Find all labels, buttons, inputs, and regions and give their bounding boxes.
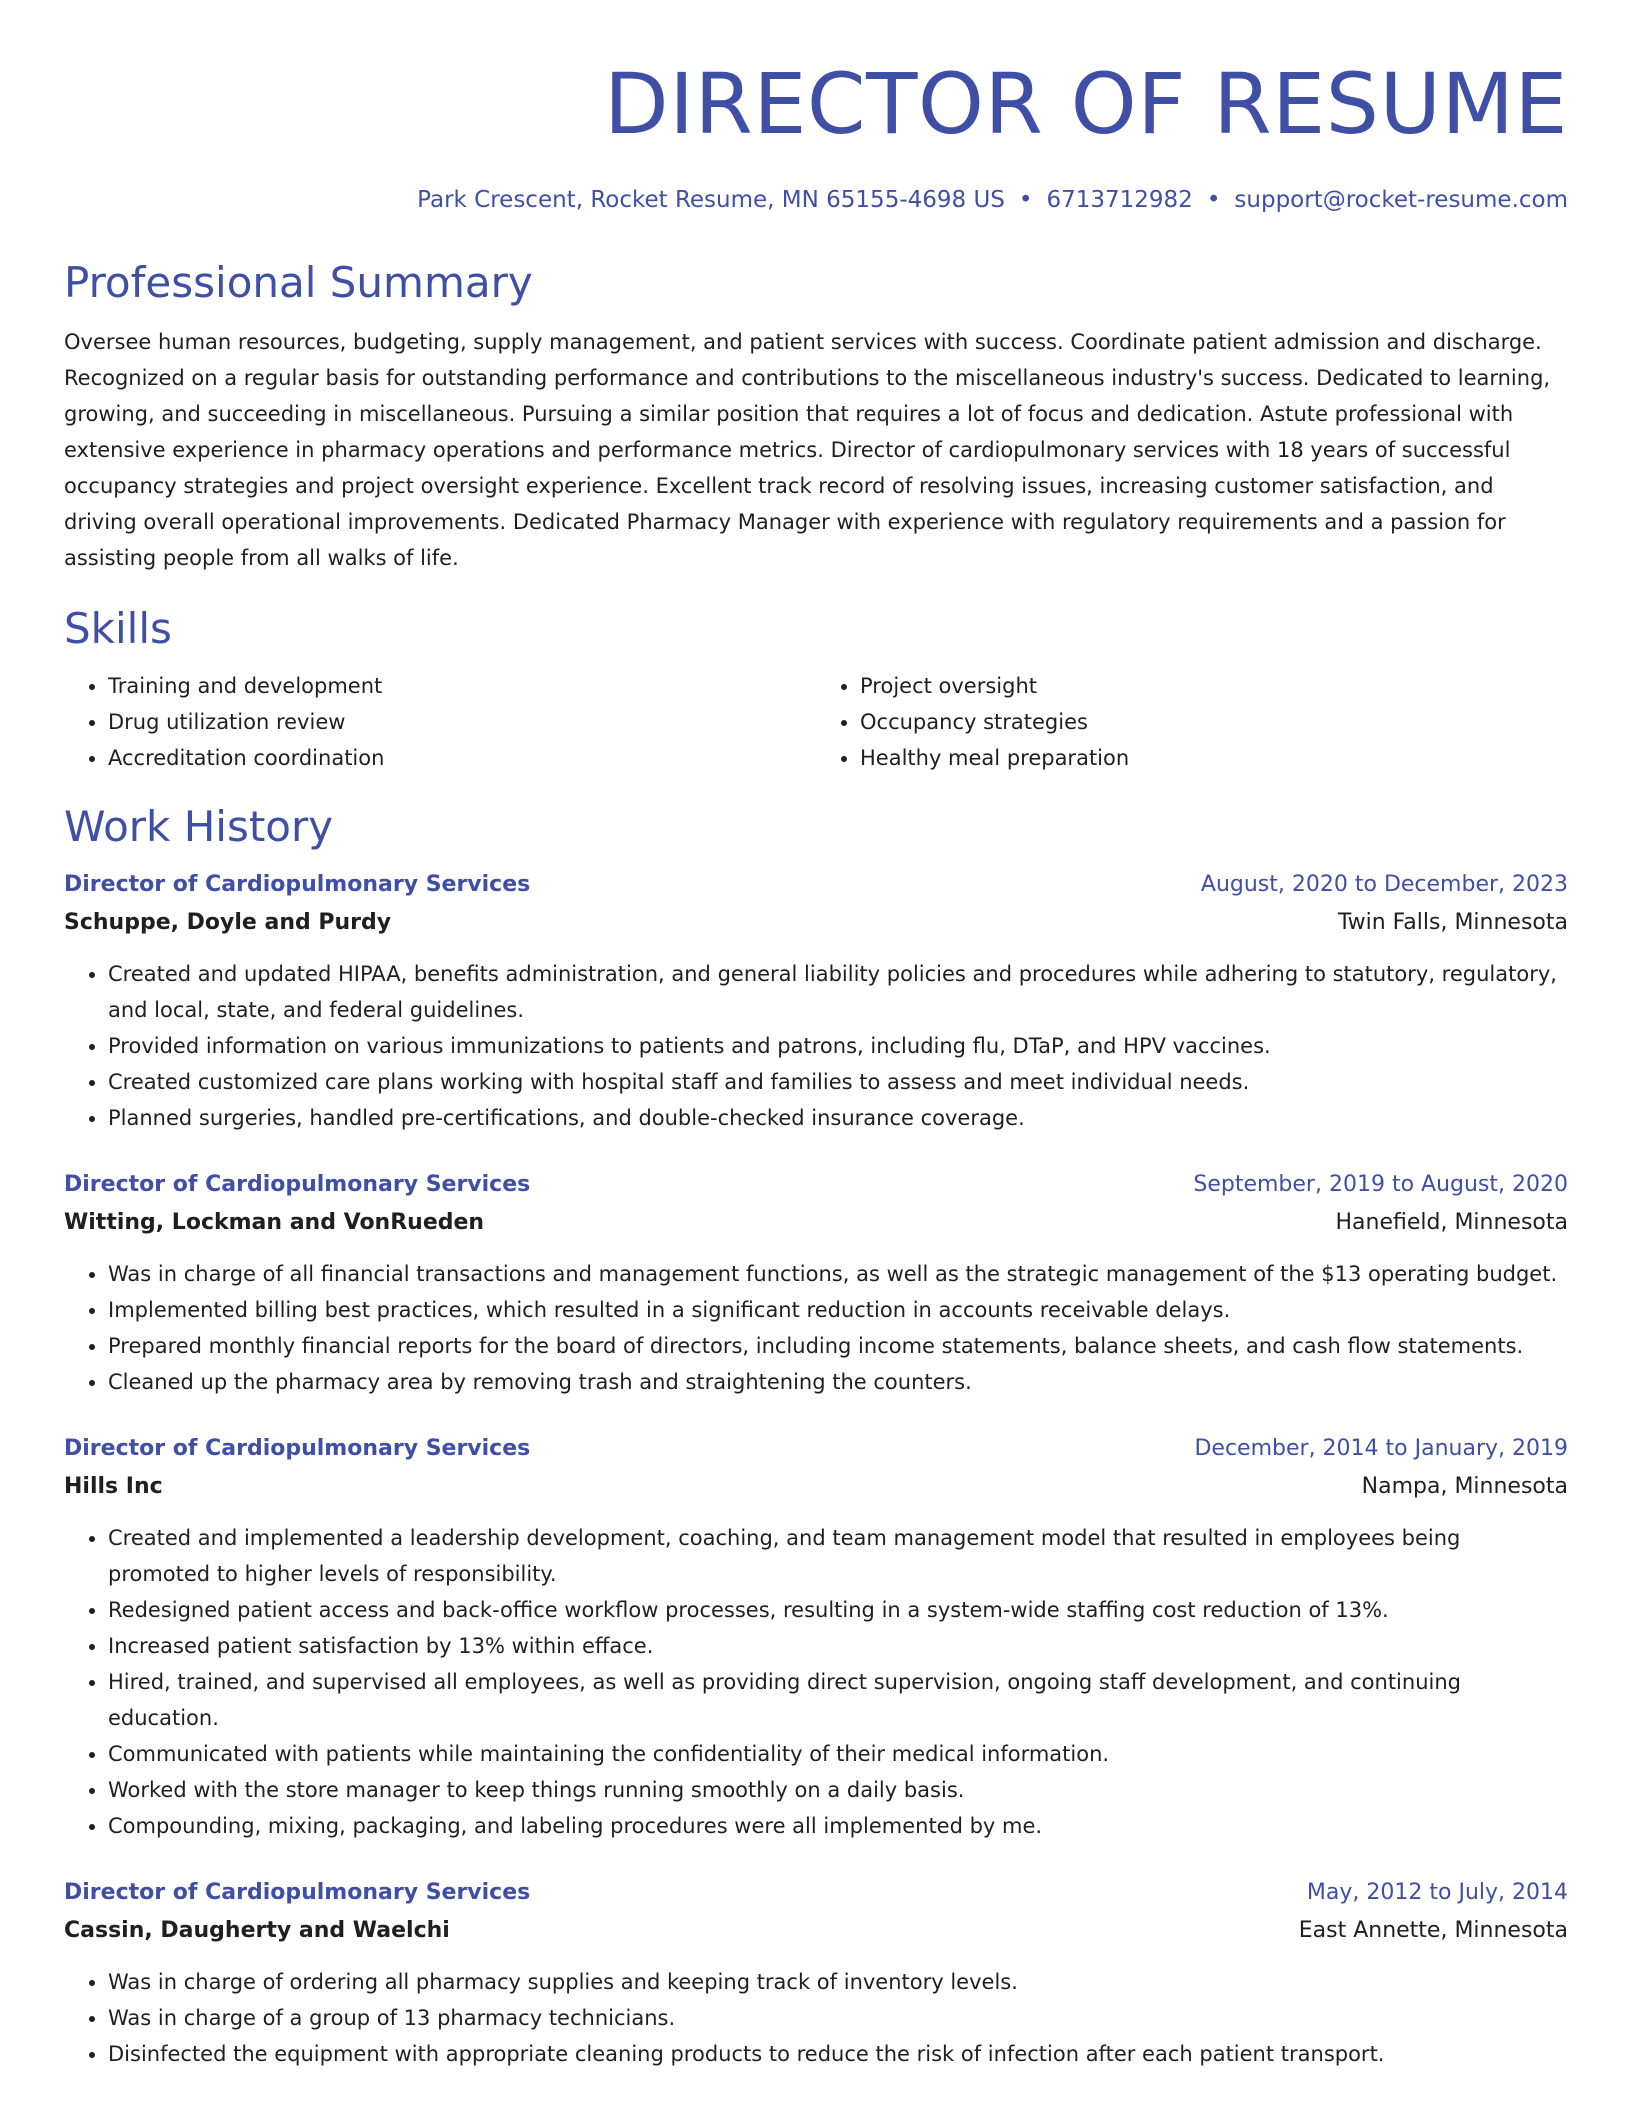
job-company-row: [64, 1912, 1568, 1950]
job-header: [64, 1166, 1568, 1204]
job-header: [64, 1874, 1568, 1912]
job-company: Hills Inc: [64, 1474, 163, 1499]
job-bullets: [64, 1256, 1568, 1400]
job-company-row: [64, 1204, 1568, 1242]
job-bullet: • Increased patient satisfaction by 13% within efface.: [108, 1628, 1568, 1664]
job-bullet: • Provided information on various immunizations to patients and patrons, including flu, DTaP, and HPV vaccines.: [108, 1028, 1568, 1064]
job-bullet: • Worked with the store manager to keep things running smoothly on a daily basis.: [108, 1772, 1568, 1808]
job-company: Schuppe, Doyle and Purdy: [64, 910, 392, 935]
job-bullet: • Disinfected the equipment with appropriate cleaning products to reduce the risk of infection after each patient transport.: [108, 2036, 1568, 2072]
job-location: Nampa, Minnesota: [1361, 1474, 1568, 1499]
job-title: Director of Cardiopulmonary Services: [64, 1436, 531, 1461]
job-bullet: • Planned surgeries, handled pre-certifications, and double-checked insurance coverage.: [108, 1100, 1568, 1136]
job-bullet: • Was in charge of ordering all pharmacy supplies and keeping track of inventory levels.: [108, 1964, 1568, 2000]
job-location: East Annette, Minnesota: [1298, 1918, 1568, 1943]
job-bullets: [64, 1964, 1568, 2072]
job-company-row: [64, 1468, 1568, 1506]
summary-text: Oversee human resources, budgeting, supply management, and patient services with success. Coordinate patient admission and discharge. Recognized on a regular basis for outstanding performance and contributions to the miscellaneous industry's success. Dedicated to learning, growing, and succeeding in miscellaneous. Pursuing a similar position that requires a lot of focus and dedication. Astute professional with extensive experience in pharmacy operations and performance metrics. Director of cardiopulmonary services with 18 years of successful occupancy strategies and project oversight experience. Excellent track record of resolving issues, increasing customer satisfaction, and driving overall operational improvements. Dedicated Pharmacy Manager with experience with regulatory requirements and a passion for assisting people from all walks of life.: [64, 330, 1551, 570]
job-bullet: • Was in charge of a group of 13 pharmacy technicians.: [108, 2000, 1568, 2036]
job-company: Witting, Lockman and VonRueden: [64, 1210, 485, 1235]
job-bullet: • Cleaned up the pharmacy area by removing trash and straightening the counters.: [108, 1364, 1568, 1400]
contact-line: [64, 185, 1568, 215]
job-bullet: • Created customized care plans working with hospital staff and families to assess and meet individual needs.: [108, 1064, 1568, 1100]
job-bullets: [64, 1520, 1568, 1844]
skill-item: • Occupancy strategies: [860, 704, 1568, 740]
job-header: [64, 1430, 1568, 1468]
skill-item: • Project oversight: [860, 668, 1568, 704]
job-bullet: • Hired, trained, and supervised all employees, as well as providing direct supervision, ongoing staff development, and continuing education.: [108, 1664, 1568, 1736]
resume-name: DIRECTOR OF RESUME: [604, 55, 1568, 153]
job-bullet: • Created and updated HIPAA, benefits administration, and general liability policies and procedures while adhering to statutory, regulatory, and local, state, and federal guidelines.: [108, 956, 1568, 1028]
skills-heading: Skills: [64, 604, 172, 653]
job-title: Director of Cardiopulmonary Services: [64, 872, 531, 897]
skills-column-right: [816, 668, 1568, 776]
summary-heading: Professional Summary: [64, 258, 533, 307]
job-header: [64, 866, 1568, 904]
job-dates: August, 2020 to December, 2023: [1200, 872, 1568, 897]
contact-phone: 6713712982: [1046, 187, 1193, 213]
skills-column-left: [64, 668, 816, 776]
job-entry: [64, 866, 1568, 1136]
job-bullet: • Compounding, mixing, packaging, and labeling procedures were all implemented by me.: [108, 1808, 1568, 1844]
job-dates: December, 2014 to January, 2019: [1194, 1436, 1568, 1461]
job-bullets: [64, 956, 1568, 1136]
job-bullet: • Created and implemented a leadership development, coaching, and team management model that resulted in employees being promoted to higher levels of responsibility.: [108, 1520, 1568, 1592]
job-bullet: • Prepared monthly financial reports for the board of directors, including income statements, balance sheets, and cash flow statements.: [108, 1328, 1568, 1364]
skill-item: • Accreditation coordination: [108, 740, 816, 776]
job-bullet: • Communicated with patients while maintaining the confidentiality of their medical information.: [108, 1736, 1568, 1772]
job-title: Director of Cardiopulmonary Services: [64, 1880, 531, 1905]
contact-email[interactable]: support@rocket-resume.com: [1234, 187, 1568, 213]
job-bullet: • Implemented billing best practices, which resulted in a significant reduction in accounts receivable delays.: [108, 1292, 1568, 1328]
job-company: Cassin, Daugherty and Waelchi: [64, 1918, 450, 1943]
job-bullet: • Was in charge of all financial transactions and management functions, as well as the strategic management of the $13 operating budget.: [108, 1256, 1568, 1292]
skill-item: • Drug utilization review: [108, 704, 816, 740]
skills-list: [64, 668, 1568, 776]
job-bullet: • Redesigned patient access and back-office workflow processes, resulting in a system-wide staffing cost reduction of 13%.: [108, 1592, 1568, 1628]
job-location: Hanefield, Minnesota: [1335, 1210, 1568, 1235]
contact-separator: •: [1018, 187, 1033, 213]
skill-item: • Healthy meal preparation: [860, 740, 1568, 776]
job-dates: May, 2012 to July, 2014: [1306, 1880, 1568, 1905]
skill-item: • Training and development: [108, 668, 816, 704]
job-dates: September, 2019 to August, 2020: [1193, 1172, 1568, 1197]
job-entry: [64, 1874, 1568, 2072]
job-entry: [64, 1430, 1568, 1844]
job-entry: [64, 1166, 1568, 1400]
contact-separator: •: [1206, 187, 1221, 213]
job-title: Director of Cardiopulmonary Services: [64, 1172, 531, 1197]
job-location: Twin Falls, Minnesota: [1337, 910, 1568, 935]
work-history-heading: Work History: [64, 802, 334, 851]
job-company-row: [64, 904, 1568, 942]
contact-address: Park Crescent, Rocket Resume, MN 65155-4698 US: [417, 187, 1005, 213]
